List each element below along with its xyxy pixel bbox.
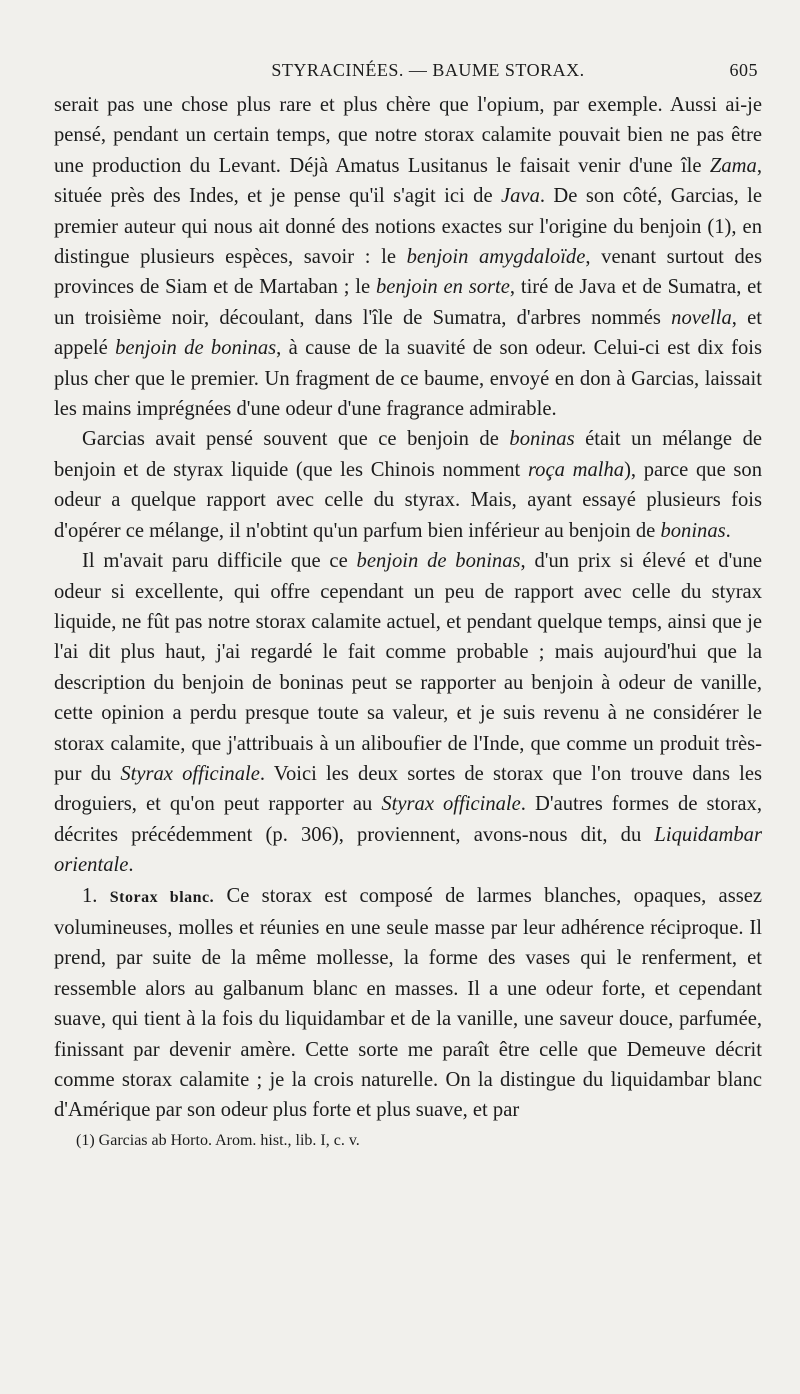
text-run: . — [128, 854, 134, 877]
text-run: , et appelé — [54, 306, 762, 360]
italic-term: Styrax officinale — [120, 762, 260, 785]
text-run: . De son côté, Garcias, le premier auteur qui nous ait donné des notions exactes sur l'origine du benjoin (1), en distingue plusieurs espèces, savoir : le — [54, 185, 763, 269]
text-run: serait pas une chose plus rare et plus chère que l'opium, par exemple. Aussi ai-je pensé, pendant un certain temps, que notre storax calamite pouvait bien ne pas être une production du Levant. Déjà Amatus Lusitanus le faisait venir d'une île — [54, 94, 762, 177]
italic-term: Zama — [709, 154, 757, 177]
text-run: ), parce que son odeur a quelque rapport avec celle du styrax. Mais, ayant essayé plusieurs fois d'opérer ce mélange, il n'obtint qu'un parfum bien inférieur au benjoin de — [54, 458, 762, 542]
text-run: , d'un prix si élevé et d'une odeur si excellente, qui offre cependant un peu de rapport avec celle du styrax liquide, ne fût pas notre storax calamite actuel, et pendant quelque temps, ainsi que je l'ai dit plus haut, j'ai regardé le fait comme probable ; mais aujourd'hui que la description du benjoin de boninas peut se rapporter au benjoin à odeur de vanille, cette opinion a perdu presque toute sa valeur, et je suis revenu à ne considérer le storax calamite, que j'attribuais à un aliboufier de l'Inde, que comme un produit très-pur du — [54, 550, 763, 785]
text-run: . — [725, 519, 731, 542]
paragraph — [54, 90, 762, 424]
text-run: , venant surtout des provinces de Siam et de Martaban ; le — [54, 246, 762, 299]
paragraph — [54, 424, 762, 546]
section-heading: Storax blanc. — [109, 888, 215, 906]
italic-term: Java — [501, 185, 540, 208]
footnote: (1) Garcias ab Horto. Arom. hist., lib. I, c. v. — [76, 1131, 360, 1149]
text-run: 1. — [82, 884, 110, 907]
italic-term: boninas — [660, 519, 726, 542]
paragraph — [54, 546, 762, 880]
page-number: 605 — [729, 60, 758, 80]
italic-term: benjoin de boninas — [356, 550, 521, 573]
text-run: . D'autres formes de storax, décrites précédemment (p. 306), proviennent, avons-nous dit, du — [54, 793, 762, 846]
italic-term: benjoin de boninas — [115, 337, 277, 360]
text-run: était un mélange de benjoin et de styrax liquide (que les Chinois nomment — [54, 428, 763, 481]
text-run: , à cause de la suavité de son odeur. Celui-ci est dix fois plus cher que le premier. Un fragment de ce baume, envoyé en don à Garcias, laissait les mains imprégnées d'une odeur d'une fragrance admirable. — [54, 337, 762, 421]
text-run: Il m'avait paru difficile que ce — [82, 550, 357, 573]
body-text — [54, 90, 762, 1126]
paragraph — [54, 881, 762, 1126]
italic-term: boninas — [509, 428, 575, 451]
text-run: , située près des Indes, et je pense qu'il s'agit ici de — [54, 154, 762, 208]
italic-term: benjoin en sorte — [375, 276, 510, 299]
text-run: . Voici les deux sortes de storax que l'on trouve dans les droguiers, et qu'on peut rapporter au — [54, 762, 762, 816]
text-run: Garcias avait pensé souvent que ce benjoin de — [82, 428, 510, 451]
italic-term: Styrax officinale — [381, 793, 521, 816]
italic-term: novella — [671, 306, 732, 329]
text-run: Ce storax est composé de larmes blanches, opaques, assez volumineuses, molles et réunies en une seule masse par leur adhérence réciproque. Il prend, par suite de la même mollesse, la forme des vases qui le renferment, et ressemble alors au galbanum blanc en masses. Il a une odeur forte, et cependant suave, qui tient à la fois du liquidambar et de la vanille, une saveur douce, parfumée, finissant par devenir amère. Cette sorte me paraît être celle que Demeuve décrit comme storax calamite ; je la crois naturelle. On la distingue du liquidambar blanc d'Amérique par son odeur plus forte et plus suave, et par — [54, 884, 763, 1122]
italic-term: roça malha — [527, 458, 625, 481]
running-header — [54, 54, 762, 90]
running-title: STYRACINÉES. — BAUME STORAX. — [271, 60, 585, 80]
italic-term: benjoin amygdaloïde — [406, 246, 586, 269]
text-run: , tiré de Java et de Sumatra, et un troisième noir, découlant, dans l'île de Sumatra, d'arbres nommés — [54, 276, 762, 329]
italic-term: Liquidambar orientale — [54, 823, 762, 877]
